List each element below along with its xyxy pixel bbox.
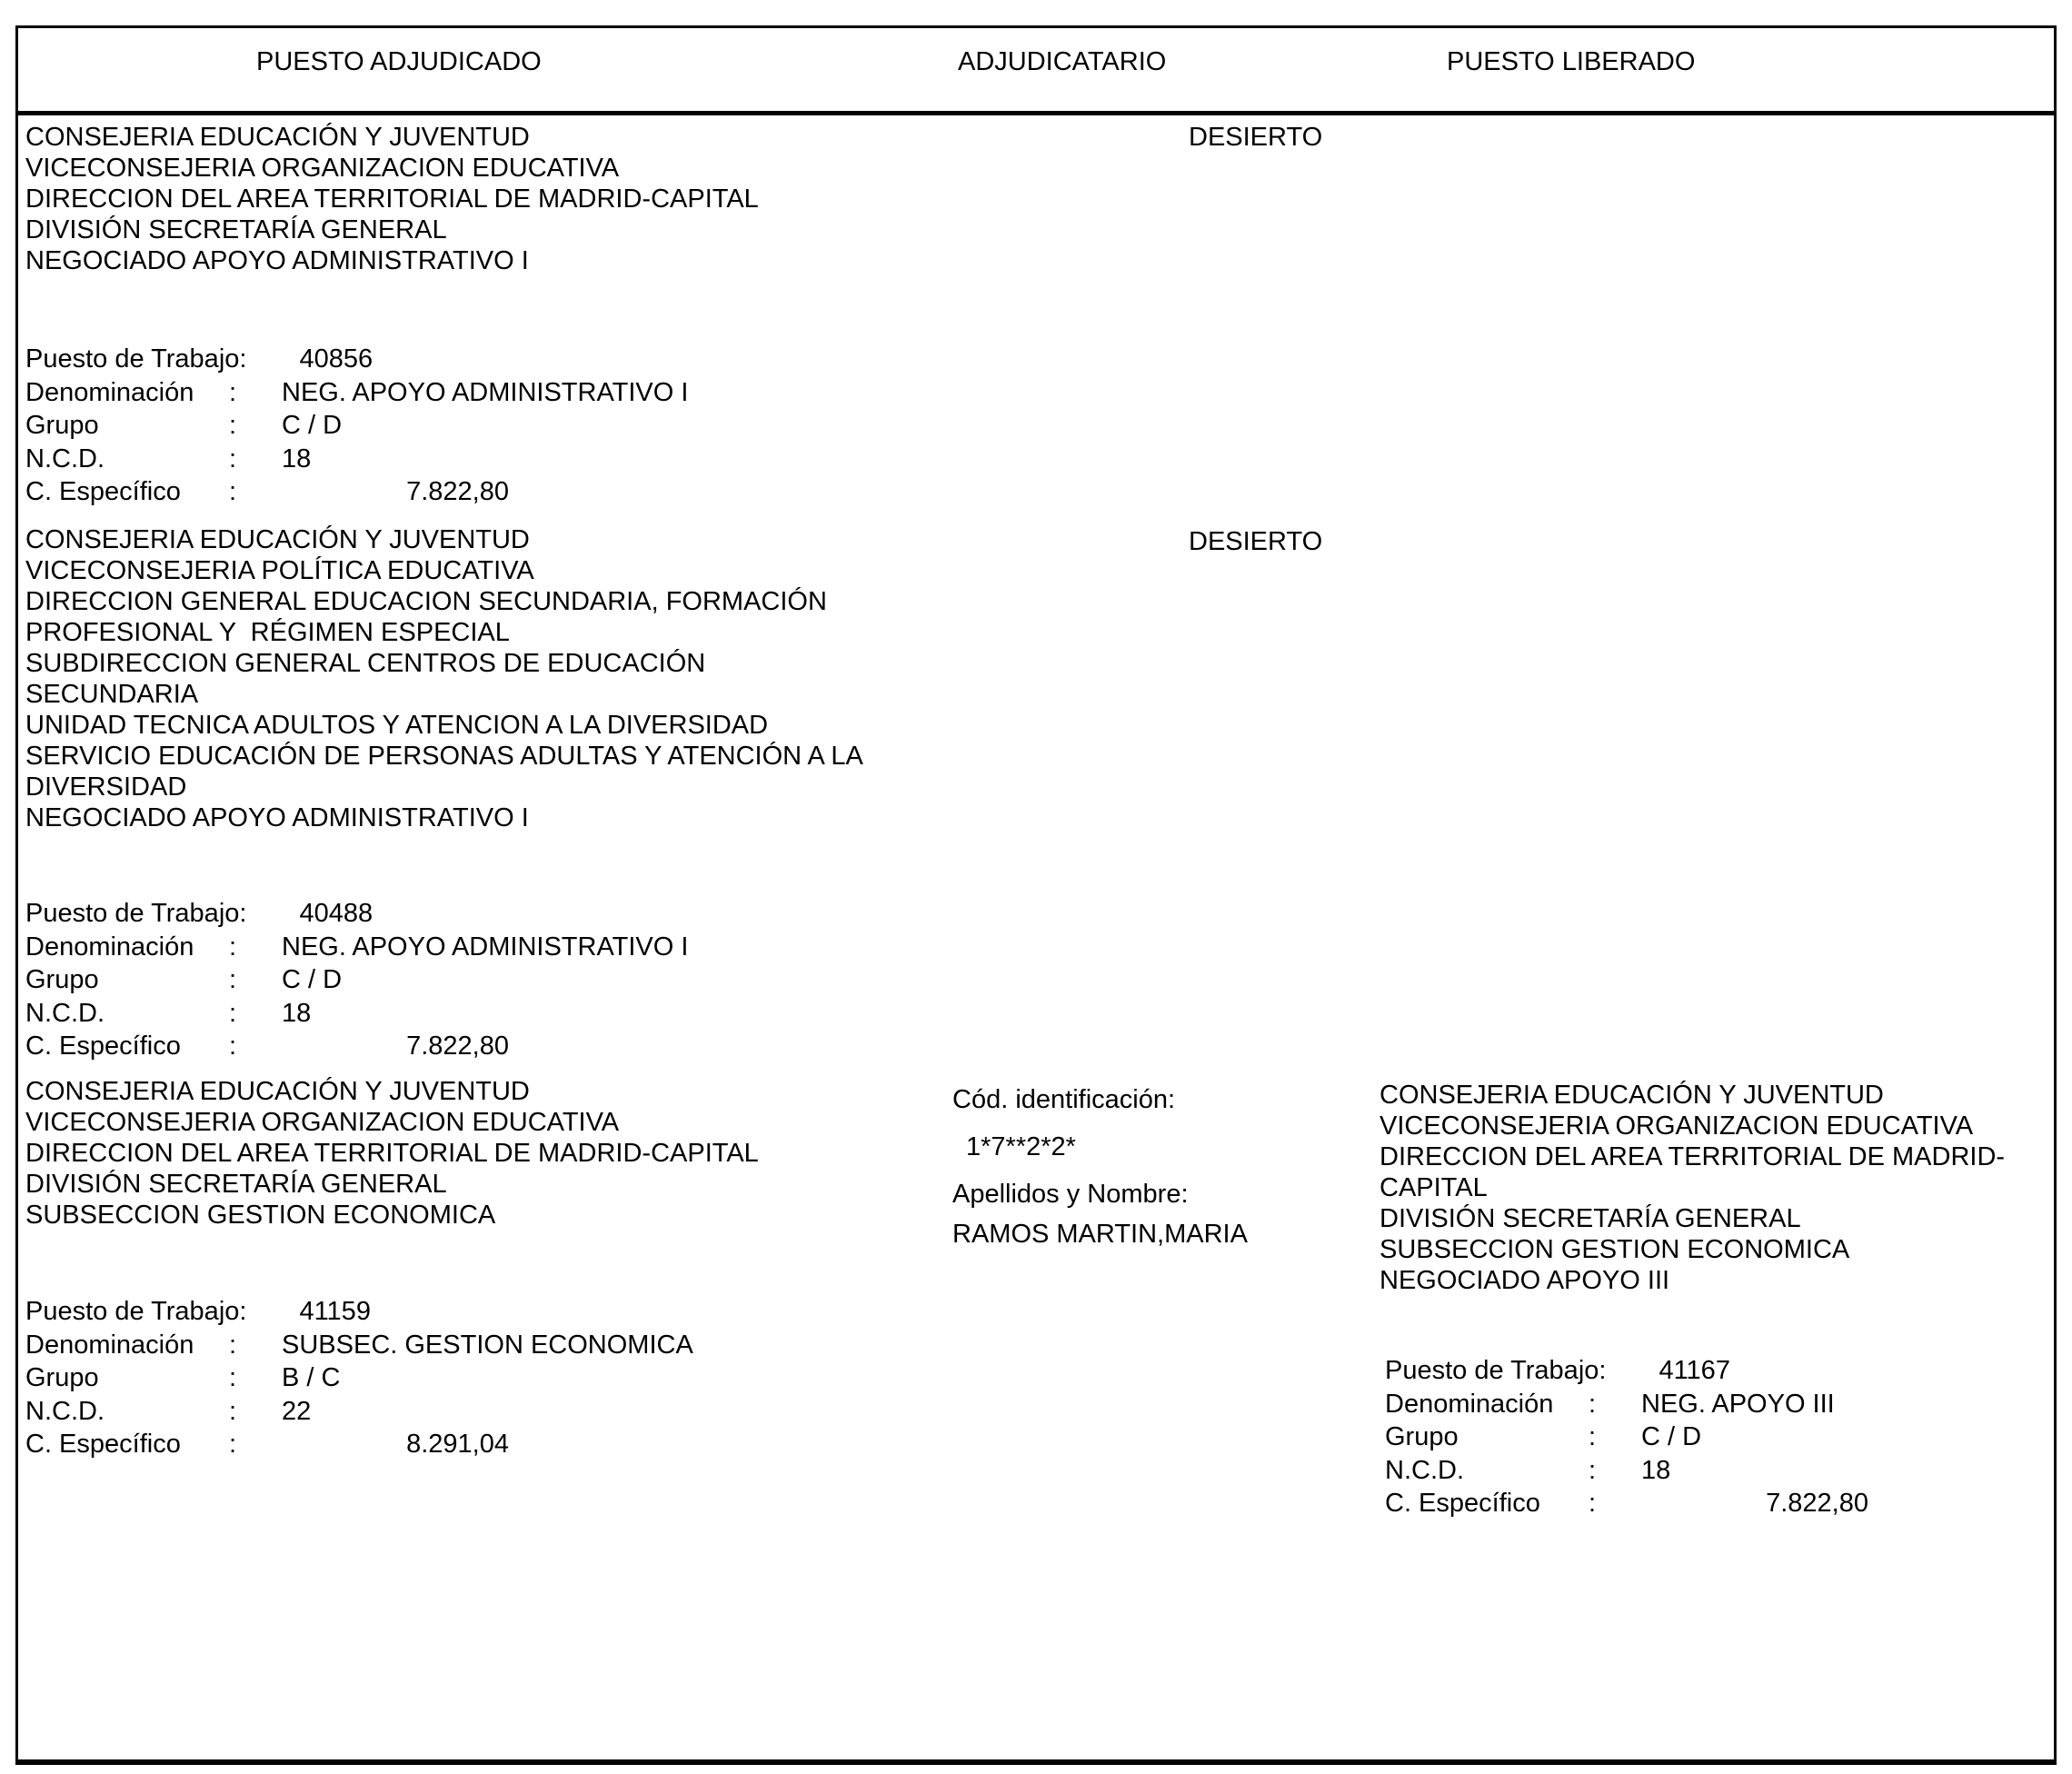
- org-line: UNIDAD TECNICA ADULTOS Y ATENCION A LA DIVERSIDAD: [25, 711, 769, 740]
- detail-row: [25, 897, 688, 931]
- org-line: CONSEJERIA EDUCACIÓN Y JUVENTUD: [25, 1077, 530, 1106]
- detail-row: [1385, 1388, 1868, 1421]
- org-line: VICECONSEJERIA ORGANIZACION EDUCATIVA: [25, 154, 620, 183]
- detail-label: Denominación: [25, 932, 194, 962]
- detail-value: B / C: [282, 1363, 341, 1392]
- org-line: DIVISIÓN SECRETARÍA GENERAL: [25, 1170, 447, 1199]
- detail-row: [25, 997, 688, 1031]
- detail-label: Puesto de Trabajo:: [25, 899, 247, 928]
- code-identification-label: Cód. identificación:: [952, 1085, 1176, 1114]
- org-line: CAPITAL: [1380, 1173, 1488, 1202]
- detail-label: C. Específico: [25, 1032, 181, 1061]
- org-line: DIRECCION DEL AREA TERRITORIAL DE MADRID-CAPITAL: [25, 1139, 759, 1168]
- org-line: SERVICIO EDUCACIÓN DE PERSONAS ADULTAS Y ATENCIÓN A LA: [25, 742, 863, 771]
- detail-label: Denominación: [25, 377, 194, 407]
- org-line: NEGOCIADO APOYO ADMINISTRATIVO I: [25, 246, 529, 275]
- detail-row: [25, 1428, 693, 1461]
- surname-name-label: Apellidos y Nombre:: [952, 1180, 1189, 1209]
- detail-label: Denominación: [25, 1330, 194, 1360]
- detail-row: [25, 475, 688, 509]
- detail-value: 7.822,80: [406, 1032, 509, 1061]
- org-line: DIRECCION GENERAL EDUCACION SECUNDARIA, FORMACIÓN: [25, 587, 827, 616]
- detail-value: 41159: [299, 1297, 371, 1326]
- detail-colon: [246, 897, 299, 931]
- org-line: DIVISIÓN SECRETARÍA GENERAL: [25, 215, 447, 244]
- detail-value: SUBSEC. GESTION ECONOMICA: [282, 1330, 693, 1360]
- detail-row: [25, 343, 688, 376]
- detail-label: Puesto de Trabajo:: [25, 1297, 247, 1326]
- detail-value: 7.822,80: [406, 477, 509, 506]
- org-line: SUBSECCION GESTION ECONOMICA: [25, 1201, 496, 1230]
- org-line: VICECONSEJERIA ORGANIZACION EDUCATIVA: [1380, 1111, 1974, 1141]
- detail-row: [25, 1395, 693, 1429]
- org-line: NEGOCIADO APOYO III: [1380, 1266, 1670, 1295]
- detail-label: N.C.D.: [25, 1396, 105, 1426]
- detail-value: 41167: [1659, 1356, 1730, 1385]
- org-line: SUBDIRECCION GENERAL CENTROS DE EDUCACIÓN: [25, 649, 706, 678]
- detail-colon: :: [229, 998, 237, 1028]
- detail-label: Denominación: [1385, 1389, 1554, 1419]
- detail-value: NEG. APOYO III: [1641, 1389, 1835, 1419]
- detail-colon: :: [229, 1430, 237, 1459]
- detail-label: Puesto de Trabajo:: [25, 344, 247, 374]
- org-line: CONSEJERIA EDUCACIÓN Y JUVENTUD: [25, 123, 530, 152]
- column-header-puesto-adjudicado: PUESTO ADJUDICADO: [256, 47, 542, 76]
- detail-value: 18: [282, 998, 312, 1028]
- detail-value: C / D: [1641, 1422, 1702, 1451]
- detail-label: Grupo: [25, 1363, 99, 1392]
- detail-row: [1385, 1487, 1868, 1520]
- detail-value: NEG. APOYO ADMINISTRATIVO I: [282, 377, 689, 407]
- detail-label: Puesto de Trabajo:: [1385, 1356, 1607, 1385]
- org-line: CONSEJERIA EDUCACIÓN Y JUVENTUD: [1380, 1081, 1884, 1110]
- column-header-adjudicatario: ADJUDICATARIO: [958, 47, 1167, 76]
- detail-value: 8.291,04: [406, 1430, 509, 1459]
- org-line: CONSEJERIA EDUCACIÓN Y JUVENTUD: [25, 525, 530, 554]
- detail-value: 40856: [299, 344, 374, 374]
- detail-value: C / D: [282, 411, 343, 440]
- detail-colon: :: [1589, 1455, 1597, 1485]
- block2-adjudicado-org: [25, 524, 863, 833]
- block3-liberado-org: [1380, 1080, 2005, 1296]
- block2-adjudicado-details: [25, 897, 688, 1063]
- detail-value: 18: [282, 444, 312, 473]
- block2-adjudicatario-status: DESIERTO: [1189, 527, 1323, 556]
- detail-colon: :: [1589, 1489, 1597, 1518]
- detail-colon: [246, 1295, 299, 1329]
- org-line: SECUNDARIA: [25, 680, 199, 709]
- block1-adjudicado-org: [25, 122, 759, 276]
- detail-row: [25, 1361, 693, 1395]
- detail-label: N.C.D.: [25, 444, 105, 473]
- detail-colon: :: [229, 411, 237, 440]
- block1-adjudicado-details: [25, 343, 688, 509]
- detail-colon: :: [229, 932, 237, 962]
- code-identification-value: 1*7**2*2*: [966, 1132, 1076, 1161]
- detail-row: [25, 376, 688, 410]
- detail-label: C. Específico: [25, 1430, 181, 1459]
- org-line: DIRECCION DEL AREA TERRITORIAL DE MADRID-CAPITAL: [25, 184, 759, 214]
- block1-adjudicatario-status: DESIERTO: [1189, 123, 1323, 152]
- detail-colon: [246, 343, 299, 376]
- org-line: DIRECCION DEL AREA TERRITORIAL DE MADRID-: [1380, 1142, 2006, 1171]
- detail-row: [25, 1329, 693, 1362]
- detail-value: 7.822,80: [1766, 1489, 1868, 1518]
- org-line: PROFESIONAL Y RÉGIMEN ESPECIAL: [25, 618, 510, 647]
- detail-row: [1385, 1354, 1868, 1388]
- detail-row: [25, 1030, 688, 1063]
- org-line: DIVERSIDAD: [25, 772, 187, 802]
- detail-label: Grupo: [25, 965, 99, 994]
- block3-adjudicado-details: [25, 1295, 693, 1461]
- detail-colon: :: [229, 965, 237, 994]
- detail-row: [25, 931, 688, 964]
- detail-colon: [1606, 1354, 1659, 1388]
- detail-colon: :: [229, 477, 237, 506]
- org-line: VICECONSEJERIA POLÍTICA EDUCATIVA: [25, 556, 534, 585]
- detail-label: Grupo: [25, 411, 99, 440]
- org-line: NEGOCIADO APOYO ADMINISTRATIVO I: [25, 803, 529, 832]
- detail-label: Grupo: [1385, 1422, 1459, 1451]
- detail-row: [25, 963, 688, 997]
- detail-colon: :: [229, 1032, 237, 1061]
- block3-adjudicado-org: [25, 1076, 759, 1231]
- detail-value: C / D: [282, 965, 343, 994]
- detail-colon: :: [1589, 1422, 1597, 1451]
- detail-colon: :: [229, 1396, 237, 1426]
- header-separator-line: [15, 111, 2057, 115]
- detail-row: [1385, 1454, 1868, 1488]
- detail-value: NEG. APOYO ADMINISTRATIVO I: [282, 932, 689, 962]
- detail-row: [1385, 1420, 1868, 1454]
- detail-value: 22: [282, 1396, 312, 1426]
- org-line: VICECONSEJERIA ORGANIZACION EDUCATIVA: [25, 1108, 620, 1137]
- detail-label: C. Específico: [1385, 1489, 1540, 1518]
- detail-colon: :: [1589, 1389, 1597, 1419]
- detail-row: [25, 443, 688, 476]
- detail-value: 40488: [299, 899, 374, 928]
- detail-colon: :: [229, 444, 237, 473]
- detail-colon: :: [229, 1363, 237, 1392]
- block3-liberado-details: [1385, 1354, 1868, 1520]
- detail-colon: :: [229, 377, 237, 407]
- detail-colon: :: [229, 1330, 237, 1360]
- detail-row: [25, 409, 688, 443]
- surname-name-value: RAMOS MARTIN,MARIA: [952, 1220, 1248, 1249]
- column-header-puesto-liberado: PUESTO LIBERADO: [1447, 47, 1696, 76]
- detail-label: N.C.D.: [1385, 1455, 1464, 1485]
- detail-value: 18: [1641, 1455, 1671, 1485]
- org-line: DIVISIÓN SECRETARÍA GENERAL: [1380, 1204, 1801, 1233]
- detail-label: C. Específico: [25, 477, 181, 506]
- org-line: SUBSECCION GESTION ECONOMICA: [1380, 1235, 1850, 1264]
- detail-row: [25, 1295, 693, 1329]
- detail-label: N.C.D.: [25, 998, 105, 1028]
- block3-adjudicatario: [952, 1084, 1248, 1250]
